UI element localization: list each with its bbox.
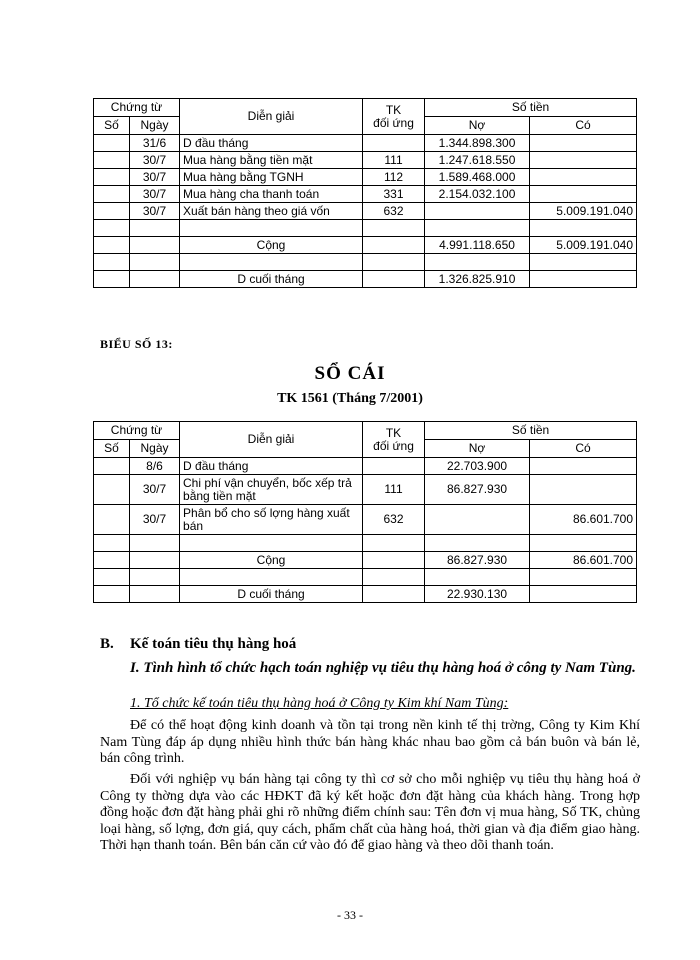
cell-so bbox=[94, 203, 130, 220]
cell-ngay: 30/7 bbox=[130, 186, 180, 203]
table-row bbox=[94, 169, 637, 186]
header-doi-ung-label: đối ứng bbox=[373, 438, 414, 453]
cell-so bbox=[94, 169, 130, 186]
cell-no: 1.247.618.550 bbox=[425, 152, 530, 169]
cell-ngay: 30/7 bbox=[130, 169, 180, 186]
cell-dien-giai: D đầu tháng bbox=[180, 135, 363, 152]
closing-no: 22.930.130 bbox=[425, 586, 530, 603]
header-ngay: Ngày bbox=[130, 117, 180, 135]
cell-tk: 111 bbox=[363, 475, 425, 505]
closing-label: D cuối tháng bbox=[180, 586, 363, 603]
cell-tk: 331 bbox=[363, 186, 425, 203]
cell-ngay: 30/7 bbox=[130, 203, 180, 220]
cell-dien-giai: D đầu tháng bbox=[180, 458, 363, 475]
cell-tk: 111 bbox=[363, 152, 425, 169]
ledger-subtitle: TK 1561 (Tháng 7/2001) bbox=[277, 391, 423, 406]
cell-dien-giai: Mua hàng bằng TGNH bbox=[180, 169, 363, 186]
empty-row bbox=[94, 535, 637, 552]
section-b-heading bbox=[100, 636, 296, 653]
paragraph-1: Để có thể hoạt động kinh doanh và tồn tại trong nền kinh tế thị trờng, Công ty Kim Khí Nam Tùng đáp áp dụng nhiều hình thức bán hàng khác nhau bao gồm cả bán buôn và bán lẻ, bán công trình. bbox=[100, 718, 640, 766]
page-number: - 33 - bbox=[337, 908, 363, 922]
total-no: 86.827.930 bbox=[425, 552, 530, 569]
paragraph-2: Đối với nghiệp vụ bán hàng tại công ty thì cơ sở cho mỗi nghiệp vụ tiêu thụ hàng hoá ở Công ty thờng dựa vào các HĐKT đã ký kết hoặc đơn đặt hàng của khách hàng. Trong hợp đồng hoặc đơn đặt hàng phải ghi rõ những điểm chính sau: Tên đơn vị mua hàng, Số TK, chủng loại hàng, số lợng, đơn giá, quy cách, phẩm chất của hàng hoá, thời gian và địa điểm giao hàng. Thời hạn thanh toán. Bên bán căn cứ vào đó để giao hàng và theo dõi thanh toán. bbox=[100, 772, 640, 853]
ledger-table-2 bbox=[93, 421, 637, 603]
header-tk-doi-ung bbox=[363, 99, 425, 135]
header-doi-ung-label: đối ứng bbox=[373, 115, 414, 130]
header-chung-tu: Chứng từ bbox=[94, 422, 180, 440]
cell-co bbox=[530, 135, 637, 152]
closing-row bbox=[94, 271, 637, 288]
closing-label: D cuối tháng bbox=[180, 271, 363, 288]
cell-so bbox=[94, 186, 130, 203]
cell-tk: 632 bbox=[363, 203, 425, 220]
cell-tk bbox=[363, 458, 425, 475]
table-row bbox=[94, 505, 637, 535]
cell-dien-giai: Phân bổ cho số lợng hàng xuất bán bbox=[180, 505, 363, 535]
bieu-label: BIỂU SỐ 13: bbox=[100, 337, 173, 351]
header-tk-doi-ung bbox=[363, 422, 425, 458]
cell-co bbox=[530, 475, 637, 505]
cell-so bbox=[94, 475, 130, 505]
cell-dien-giai: Mua hàng bằng tiền mặt bbox=[180, 152, 363, 169]
cell-no: 22.703.900 bbox=[425, 458, 530, 475]
table-row bbox=[94, 186, 637, 203]
ledger-title: SỔ CÁI bbox=[314, 363, 386, 384]
cell-so bbox=[94, 505, 130, 535]
header-chung-tu: Chứng từ bbox=[94, 99, 180, 117]
cell-so bbox=[94, 135, 130, 152]
cell-no: 1.344.898.300 bbox=[425, 135, 530, 152]
total-label: Cộng bbox=[180, 237, 363, 254]
header-dien-giai: Diễn giải bbox=[180, 99, 363, 135]
total-label: Cộng bbox=[180, 552, 363, 569]
total-row bbox=[94, 552, 637, 569]
cell-tk bbox=[363, 135, 425, 152]
cell-ngay: 8/6 bbox=[130, 458, 180, 475]
cell-dien-giai: Xuất bán hàng theo giá vốn bbox=[180, 203, 363, 220]
header-no: Nợ bbox=[425, 117, 530, 135]
cell-no: 1.589.468.000 bbox=[425, 169, 530, 186]
section-b-title: Kế toán tiêu thụ hàng hoá bbox=[130, 636, 297, 652]
header-so: Số bbox=[94, 117, 130, 135]
total-co: 86.601.700 bbox=[530, 552, 637, 569]
cell-no: 86.827.930 bbox=[425, 475, 530, 505]
cell-ngay: 30/7 bbox=[130, 152, 180, 169]
cell-no bbox=[425, 203, 530, 220]
cell-co bbox=[530, 458, 637, 475]
heading-1: I. Tình hình tổ chức hạch toán nghiệp vụ tiêu thụ hàng hoá ở công ty Nam Tùng. bbox=[130, 660, 636, 676]
total-no: 4.991.118.650 bbox=[425, 237, 530, 254]
cell-tk: 632 bbox=[363, 505, 425, 535]
total-row bbox=[94, 237, 637, 254]
cell-co bbox=[530, 169, 637, 186]
table-row bbox=[94, 203, 637, 220]
cell-co bbox=[530, 152, 637, 169]
empty-row bbox=[94, 569, 637, 586]
cell-no: 2.154.032.100 bbox=[425, 186, 530, 203]
cell-ngay: 30/7 bbox=[130, 475, 180, 505]
cell-dien-giai: Chi phí vận chuyển, bốc xếp trả bằng tiền mặt bbox=[180, 475, 363, 505]
table-row bbox=[94, 475, 637, 505]
cell-dien-giai: Mua hàng cha thanh toán bbox=[180, 186, 363, 203]
header-tk-label: TK bbox=[385, 102, 402, 117]
ledger-table-1 bbox=[93, 98, 637, 288]
closing-row bbox=[94, 586, 637, 603]
header-so-tien: Số tiền bbox=[425, 99, 637, 117]
table-row bbox=[94, 458, 637, 475]
cell-ngay: 31/6 bbox=[130, 135, 180, 152]
header-co: Có bbox=[530, 440, 637, 458]
cell-so bbox=[94, 152, 130, 169]
header-so: Số bbox=[94, 440, 130, 458]
heading-1-1: 1. Tổ chức kế toán tiêu thụ hàng hoá ở Công ty Kim khí Nam Tùng: bbox=[130, 696, 509, 711]
closing-no: 1.326.825.910 bbox=[425, 271, 530, 288]
cell-co bbox=[530, 186, 637, 203]
table-row bbox=[94, 135, 637, 152]
cell-so bbox=[94, 458, 130, 475]
cell-no bbox=[425, 505, 530, 535]
cell-co: 86.601.700 bbox=[530, 505, 637, 535]
empty-row bbox=[94, 254, 637, 271]
section-b-number: B. bbox=[100, 636, 114, 652]
header-ngay: Ngày bbox=[130, 440, 180, 458]
header-co: Có bbox=[530, 117, 637, 135]
header-so-tien: Số tiền bbox=[425, 422, 637, 440]
cell-ngay: 30/7 bbox=[130, 505, 180, 535]
header-no: Nợ bbox=[425, 440, 530, 458]
empty-row bbox=[94, 220, 637, 237]
header-dien-giai: Diễn giải bbox=[180, 422, 363, 458]
total-co: 5.009.191.040 bbox=[530, 237, 637, 254]
cell-co: 5.009.191.040 bbox=[530, 203, 637, 220]
table-row bbox=[94, 152, 637, 169]
header-tk-label: TK bbox=[385, 425, 402, 440]
cell-tk: 112 bbox=[363, 169, 425, 186]
